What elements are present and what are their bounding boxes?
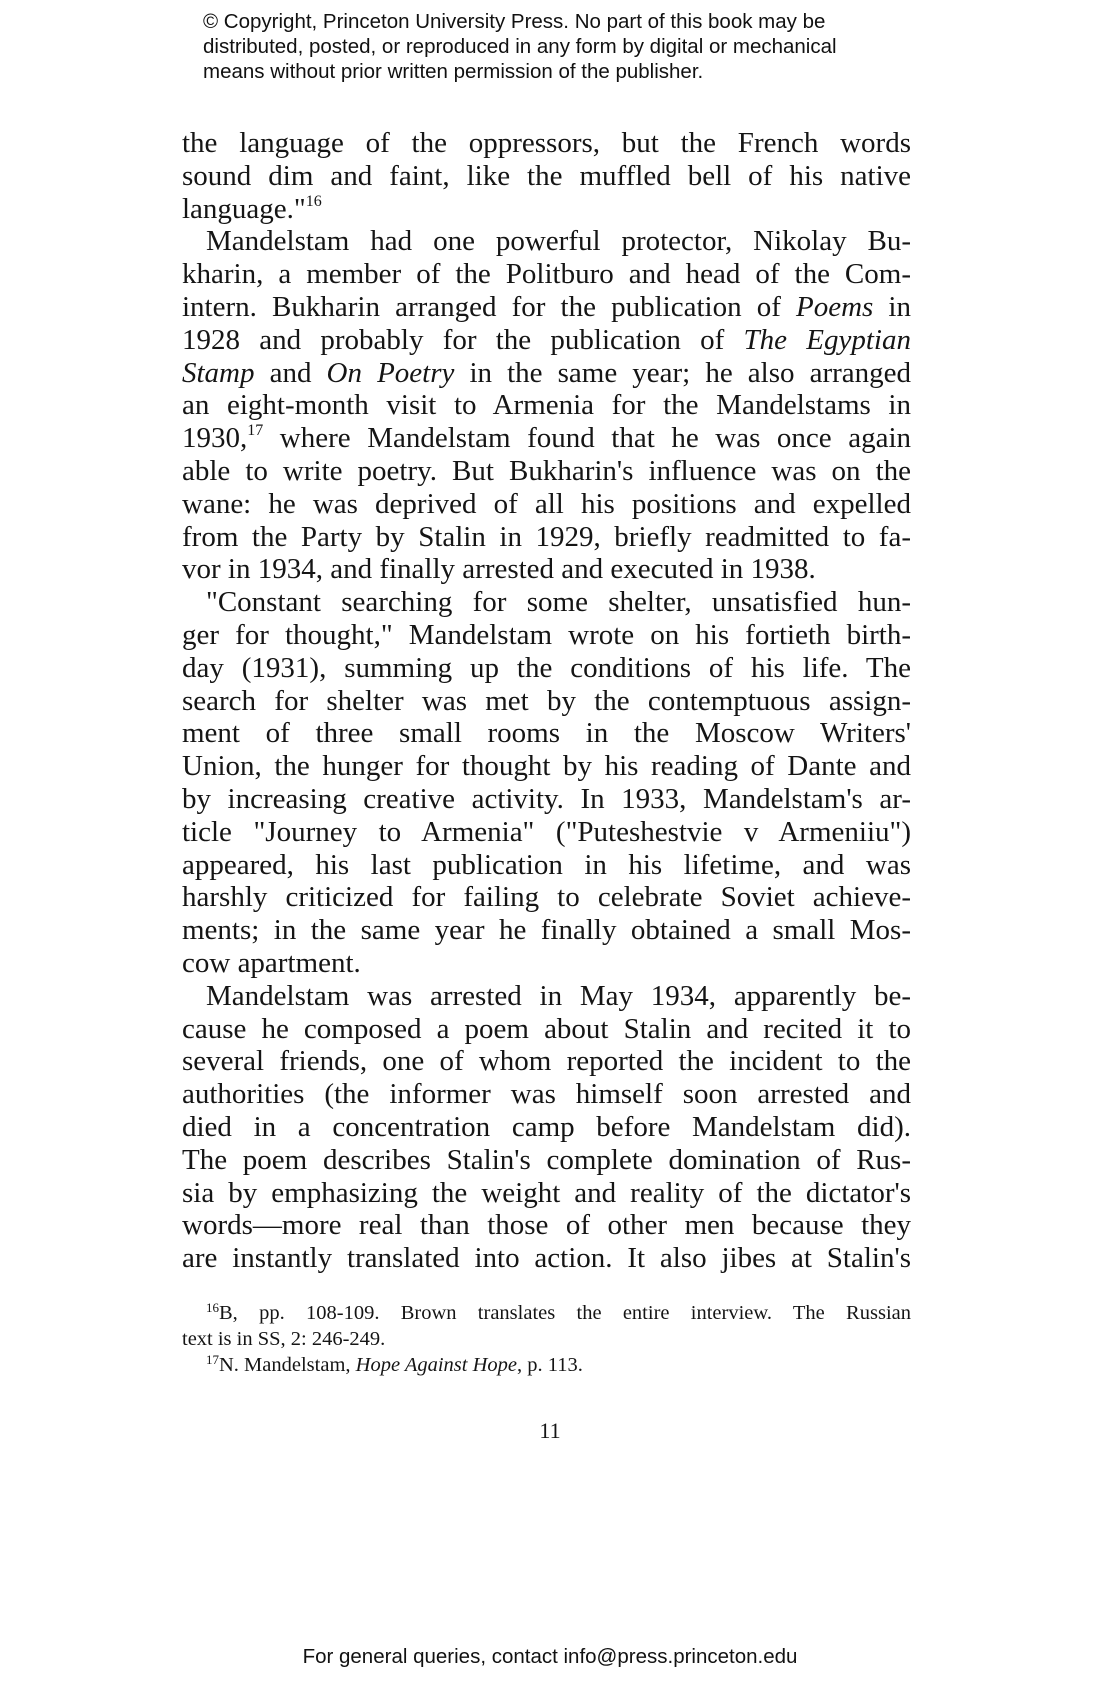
text-line: cow apartment. [182,946,361,979]
text-line: sound dim and faint, like the muffled bell of his native [182,159,911,192]
text-line: The poem describes Stalin's complete domination of Rus- [182,1143,911,1176]
text-line: harshly criticized for failing to celebrate Soviet achieve- [182,881,911,914]
text-line: from the Party by Stalin in 1929, briefly readmitted to fa- [182,520,911,553]
page-number: 11 [539,1418,561,1443]
footnote-number: 17 [206,1352,219,1367]
text-line: are instantly translated into action. It also jibes at Stalin's [182,1242,911,1275]
text-line: "Constant searching for some shelter, unsatisfied hun- [206,586,911,619]
text-line: Stamp and On Poetry in the same year; he also arranged [182,356,911,389]
footnote-16-continued: text is in SS, 2: 246-249. [182,1328,386,1350]
text-line: ment of three small rooms in the Moscow Writers' [182,717,911,750]
text-line: cause he composed a poem about Stalin and recited it to [182,1012,911,1045]
text-line: died in a concentration camp before Mandelstam did). [182,1110,911,1143]
text-line: ments; in the same year he finally obtained a small Mos- [182,914,911,947]
text-line: Union, the hunger for thought by his reading of Dante and [182,750,911,783]
text-line: intern. Bukharin arranged for the publication of Poems in [182,290,911,323]
footnote-number: 16 [206,1300,219,1315]
text-line: appeared, his last publication in his lifetime, and was [182,848,911,881]
footnote-16: $^{16}$B, pp. 108-109. Brown translates the entire interview. The Russian [206,1300,911,1324]
text-line: the language of the oppressors, but the French words [182,127,911,159]
text-line: wane: he was deprived of all his positions and expelled [182,487,911,520]
contact-footer: For general queries, contact info@press.princeton.edu [302,1645,798,1668]
text-line: ger for thought," Mandelstam wrote on his fortieth birth- [182,618,911,651]
paragraph-2 [182,225,911,586]
book-title-hope-against-hope: Hope Against Hope [355,1354,517,1376]
paragraph-4 [182,980,911,1275]
copyright-line: means without prior written permission of the publisher. [203,60,704,83]
book-title-on-poetry: On Poetry [326,356,455,389]
copyright-line: distributed, posted, or reproduced in any form by digital or mechanical [203,35,837,58]
footnotes [182,1300,911,1378]
text-line: several friends, one of whom reported the incident to the [182,1045,911,1078]
footnote-ref-16[interactable]: 16 [305,192,322,210]
text-line: authorities (the informer was himself soon arrested and [182,1078,911,1111]
main-text [182,127,911,1275]
text-line: able to write poetry. But Bukharin's influence was on the [182,454,911,487]
text-line: 1930,17 where Mandelstam found that he was once again [182,422,911,455]
copyright-notice [203,9,923,84]
footnote-ref-17[interactable]: 17 [247,422,264,440]
copyright-line: © Copyright, Princeton University Press. No part of this book may be [203,10,826,33]
text-line: by increasing creative activity. In 1933, Mandelstam's ar- [182,782,911,815]
book-title-egyptian-stamp: The Egyptian [743,323,911,356]
text-line: vor in 1934, and finally arrested and executed in 1938. [182,553,816,586]
text-line: kharin, a member of the Politburo and head of the Com- [182,258,911,291]
footnote-17: $^{17}$N. Mandelstam, Hope Against Hope, p. 113. [206,1352,583,1376]
paragraph-1 [182,127,911,225]
text-line: Mandelstam had one powerful protector, Nikolay Bu- [206,225,911,258]
text-line: sia by emphasizing the weight and reality of the dictator's [182,1176,911,1209]
text-line: language."$^{16}$ [182,192,322,225]
text-line: Mandelstam was arrested in May 1934, apparently be- [206,979,911,1012]
text-line: day (1931), summing up the conditions of his life. The [182,651,911,684]
text-line: an eight-month visit to Armenia for the Mandelstams in [182,389,911,422]
text-line: ticle "Journey to Armenia" ("Puteshestvie v Armeniiu") [182,815,911,848]
book-title-poems: Poems [795,290,874,323]
text-line: 1928 and probably for the publication of The Egyptian [182,323,911,356]
text-line: words—more real than those of other men because they [182,1209,911,1242]
text-line: search for shelter was met by the contemptuous assign- [182,684,911,717]
paragraph-3 [182,586,911,980]
